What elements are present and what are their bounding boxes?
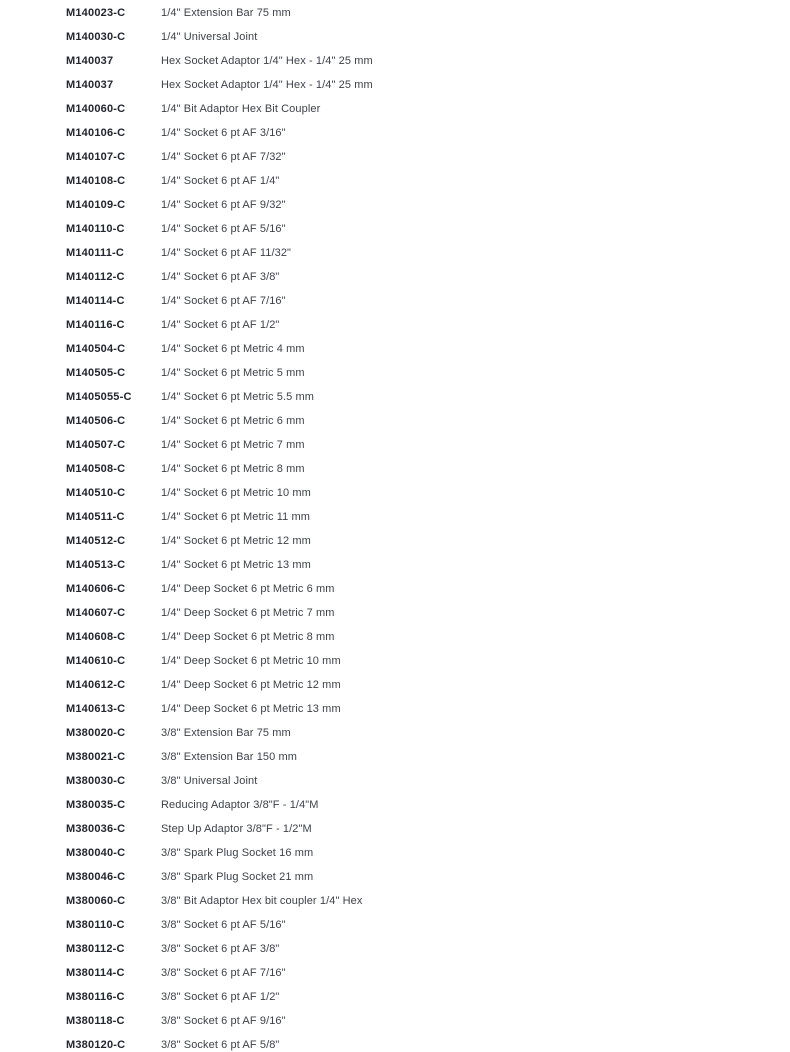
table-row [0,649,790,673]
part-number: M380046-C [66,871,126,883]
part-number: M140510-C [66,487,126,499]
part-description: 1/4" Socket 6 pt Metric 8 mm [161,463,305,475]
part-description: 1/4" Socket 6 pt AF 1/2" [161,319,280,331]
part-number: M140106-C [66,127,126,139]
part-number: M380112-C [66,943,125,955]
table-row [0,217,790,241]
part-number: M140513-C [66,559,126,571]
part-number: M140512-C [66,535,126,547]
part-number: M380116-C [66,991,125,1003]
part-description: 3/8" Extension Bar 75 mm [161,727,291,739]
part-number: M380110-C [66,919,125,931]
table-row [0,241,790,265]
table-row [0,721,790,745]
table-row [0,193,790,217]
part-number: M140060-C [66,103,126,115]
table-row [0,841,790,865]
table-row [0,97,790,121]
part-number: M140607-C [66,607,126,619]
table-row [0,169,790,193]
part-number: M380021-C [66,751,126,763]
part-number: M140111-C [66,247,125,259]
part-number: M140108-C [66,175,126,187]
part-number: M140037 [66,79,114,91]
part-number: M380035-C [66,799,126,811]
part-number: M140505-C [66,367,126,379]
table-row [0,1009,790,1033]
table-row [0,265,790,289]
part-number: M380118-C [66,1015,125,1027]
table-row [0,1033,790,1052]
part-description: 1/4" Socket 6 pt AF 11/32" [161,247,292,259]
parts-list [0,1,790,1052]
part-number: M140114-C [66,295,125,307]
table-row [0,337,790,361]
part-description: Hex Socket Adaptor 1/4" Hex - 1/4" 25 mm [161,79,373,91]
part-number: M140116-C [66,319,125,331]
table-row [0,793,790,817]
table-row [0,49,790,73]
table-row [0,625,790,649]
part-number: M140023-C [66,7,126,19]
part-description: 1/4" Socket 6 pt Metric 7 mm [161,439,305,451]
part-description: 1/4" Socket 6 pt Metric 13 mm [161,559,311,571]
part-number: M140506-C [66,415,126,427]
part-number: M380040-C [66,847,126,859]
part-description: 1/4" Socket 6 pt Metric 4 mm [161,343,305,355]
table-row [0,313,790,337]
part-number: M380114-C [66,967,125,979]
table-row [0,145,790,169]
part-number: M140107-C [66,151,126,163]
part-description: 1/4" Socket 6 pt AF 5/16" [161,223,286,235]
part-description: Hex Socket Adaptor 1/4" Hex - 1/4" 25 mm [161,55,373,67]
table-row [0,601,790,625]
part-description: 1/4" Universal Joint [161,31,258,43]
part-number: M380120-C [66,1039,126,1051]
part-number: M140610-C [66,655,126,667]
part-number: M380020-C [66,727,126,739]
part-number: M140511-C [66,511,125,523]
table-row [0,697,790,721]
table-row [0,769,790,793]
part-description: 1/4" Bit Adaptor Hex Bit Coupler [161,103,321,115]
table-row [0,889,790,913]
part-number: M380060-C [66,895,126,907]
table-row [0,121,790,145]
table-row [0,673,790,697]
table-row [0,529,790,553]
part-description: 1/4" Deep Socket 6 pt Metric 13 mm [161,703,341,715]
table-row [0,481,790,505]
part-description: 3/8" Spark Plug Socket 21 mm [161,871,314,883]
part-description: 1/4" Deep Socket 6 pt Metric 12 mm [161,679,341,691]
part-number: M1405055-C [66,391,132,403]
part-number: M140608-C [66,631,126,643]
part-description: 1/4" Socket 6 pt Metric 6 mm [161,415,305,427]
part-description: 1/4" Deep Socket 6 pt Metric 6 mm [161,583,335,595]
part-description: 3/8" Bit Adaptor Hex bit coupler 1/4" Hex [161,895,363,907]
part-number: M140507-C [66,439,126,451]
part-description: 3/8" Socket 6 pt AF 3/8" [161,943,280,955]
part-description: 3/8" Socket 6 pt AF 5/8" [161,1039,280,1051]
part-number: M140109-C [66,199,126,211]
part-description: 1/4" Deep Socket 6 pt Metric 8 mm [161,631,335,643]
part-description: Reducing Adaptor 3/8"F - 1/4"M [161,799,319,811]
part-description: 1/4" Socket 6 pt Metric 11 mm [161,511,311,523]
table-row [0,409,790,433]
part-number: M140504-C [66,343,126,355]
table-row [0,505,790,529]
table-row [0,385,790,409]
part-description: 3/8" Spark Plug Socket 16 mm [161,847,314,859]
part-number: M380036-C [66,823,126,835]
table-row [0,745,790,769]
part-description: 1/4" Socket 6 pt AF 3/8" [161,271,280,283]
part-description: 1/4" Extension Bar 75 mm [161,7,291,19]
part-description: 1/4" Socket 6 pt AF 7/32" [161,151,286,163]
part-description: 1/4" Socket 6 pt AF 3/16" [161,127,286,139]
part-description: 1/4" Socket 6 pt AF 1/4" [161,175,280,187]
table-row [0,433,790,457]
table-row [0,961,790,985]
part-description: 3/8" Extension Bar 150 mm [161,751,298,763]
table-row [0,985,790,1009]
table-row [0,25,790,49]
part-number: M380030-C [66,775,126,787]
part-description: 1/4" Socket 6 pt AF 9/32" [161,199,286,211]
table-row [0,289,790,313]
part-number: M140037 [66,55,114,67]
part-description: 1/4" Socket 6 pt Metric 5 mm [161,367,305,379]
table-row [0,1,790,25]
table-row [0,361,790,385]
table-row [0,457,790,481]
table-row [0,865,790,889]
part-description: 1/4" Deep Socket 6 pt Metric 7 mm [161,607,335,619]
table-row [0,937,790,961]
part-description: Step Up Adaptor 3/8"F - 1/2"M [161,823,312,835]
part-description: 1/4" Deep Socket 6 pt Metric 10 mm [161,655,341,667]
part-number: M140612-C [66,679,126,691]
part-number: M140508-C [66,463,126,475]
part-description: 1/4" Socket 6 pt Metric 10 mm [161,487,311,499]
part-number: M140112-C [66,271,125,283]
part-description: 3/8" Socket 6 pt AF 7/16" [161,967,286,979]
part-description: 3/8" Socket 6 pt AF 1/2" [161,991,280,1003]
table-row [0,577,790,601]
part-description: 3/8" Socket 6 pt AF 9/16" [161,1015,286,1027]
part-number: M140110-C [66,223,125,235]
table-row [0,913,790,937]
table-row [0,817,790,841]
part-number: M140606-C [66,583,126,595]
part-description: 3/8" Universal Joint [161,775,258,787]
table-row [0,553,790,577]
part-number: M140030-C [66,31,126,43]
part-description: 1/4" Socket 6 pt AF 7/16" [161,295,286,307]
part-number: M140613-C [66,703,126,715]
part-description: 1/4" Socket 6 pt Metric 12 mm [161,535,311,547]
part-description: 1/4" Socket 6 pt Metric 5.5 mm [161,391,315,403]
part-description: 3/8" Socket 6 pt AF 5/16" [161,919,286,931]
table-row [0,73,790,97]
